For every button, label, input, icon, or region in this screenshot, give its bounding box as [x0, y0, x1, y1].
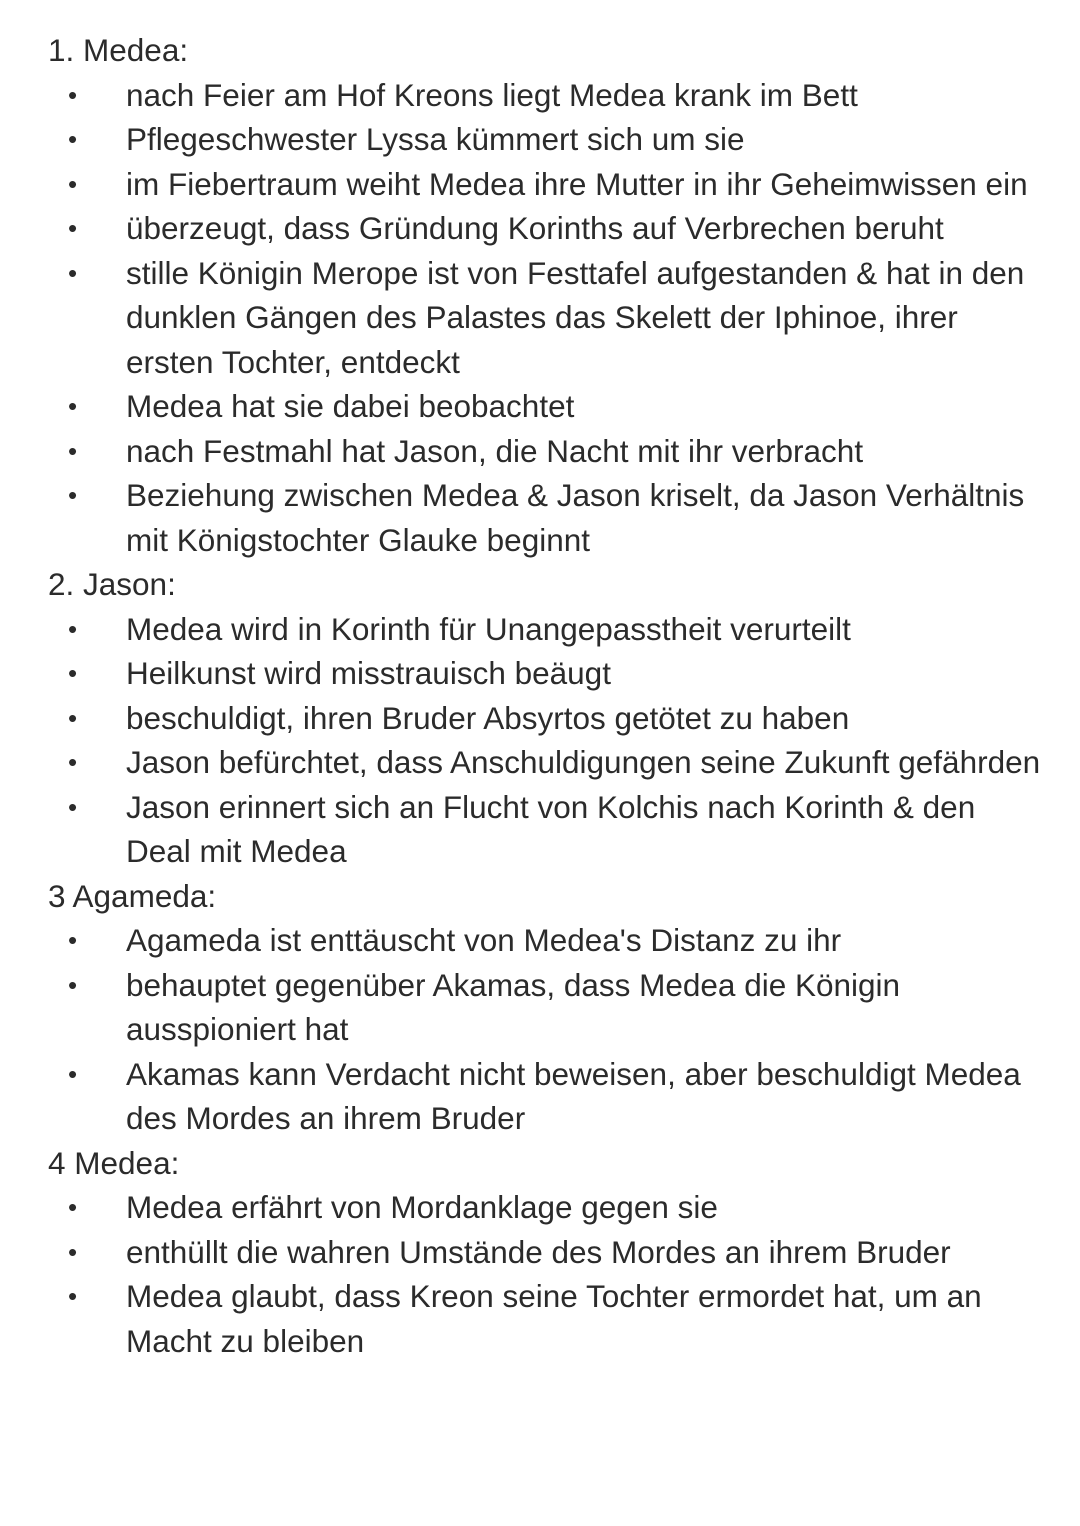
section-3-agameda	[48, 874, 1048, 1141]
list-item: • nach Festmahl hat Jason, die Nacht mit ihr verbracht	[48, 429, 1048, 474]
list-item: • beschuldigt, ihren Bruder Absyrtos getötet zu haben	[48, 696, 1048, 741]
list-item: • überzeugt, dass Gründung Korinths auf Verbrechen beruht	[48, 206, 1048, 251]
bullet-list	[48, 1185, 1048, 1363]
bullet-list	[48, 73, 1048, 563]
list-item: • behauptet gegenüber Akamas, dass Medea die Königin ausspioniert hat	[48, 963, 1048, 1052]
list-item: • Medea erfährt von Mordanklage gegen sie	[48, 1185, 1048, 1230]
list-item: • Medea glaubt, dass Kreon seine Tochter ermordet hat, um an Macht zu bleiben	[48, 1274, 1048, 1363]
list-item: • enthüllt die wahren Umstände des Mordes an ihrem Bruder	[48, 1230, 1048, 1275]
section-title: 3 Agameda:	[48, 877, 217, 914]
list-item: • Heilkunst wird misstrauisch beäugt	[48, 651, 1048, 696]
bullet-list	[48, 918, 1048, 1141]
list-item: • nach Feier am Hof Kreons liegt Medea krank im Bett	[48, 73, 1048, 118]
section-2-jason	[48, 562, 1048, 874]
section-title: 4 Medea:	[48, 1144, 180, 1181]
list-item: • Beziehung zwischen Medea & Jason kriselt, da Jason Verhältnis mit Königstochter Glauke beginnt	[48, 473, 1048, 562]
list-item: • Jason befürchtet, dass Anschuldigungen seine Zukunft gefährden	[48, 740, 1048, 785]
list-item: • Pflegeschwester Lyssa kümmert sich um sie	[48, 117, 1048, 162]
list-item: • stille Königin Merope ist von Festtafel aufgestanden & hat in den dunklen Gängen des Palastes das Skelett der Iphinoe, ihrer ersten Tochter, entdeckt	[48, 251, 1048, 385]
section-1-medea	[48, 28, 1048, 562]
section-title: 1. Medea:	[48, 32, 189, 68]
list-item: • Medea wird in Korinth für Unangepasstheit verurteilt	[48, 607, 1048, 652]
section-4-medea	[48, 1141, 1048, 1364]
list-item: • Jason erinnert sich an Flucht von Kolchis nach Korinth & den Deal mit Medea	[48, 785, 1048, 874]
list-item: • Agameda ist enttäuscht von Medea's Distanz zu ihr	[48, 918, 1048, 963]
document-page	[48, 28, 1048, 1363]
bullet-list	[48, 607, 1048, 874]
section-title: 2. Jason:	[48, 566, 176, 602]
list-item: • im Fiebertraum weiht Medea ihre Mutter in ihr Geheimwissen ein	[48, 162, 1048, 207]
list-item: • Akamas kann Verdacht nicht beweisen, aber beschuldigt Medea des Mordes an ihrem Bruder	[48, 1052, 1048, 1141]
list-item: • Medea hat sie dabei beobachtet	[48, 384, 1048, 429]
